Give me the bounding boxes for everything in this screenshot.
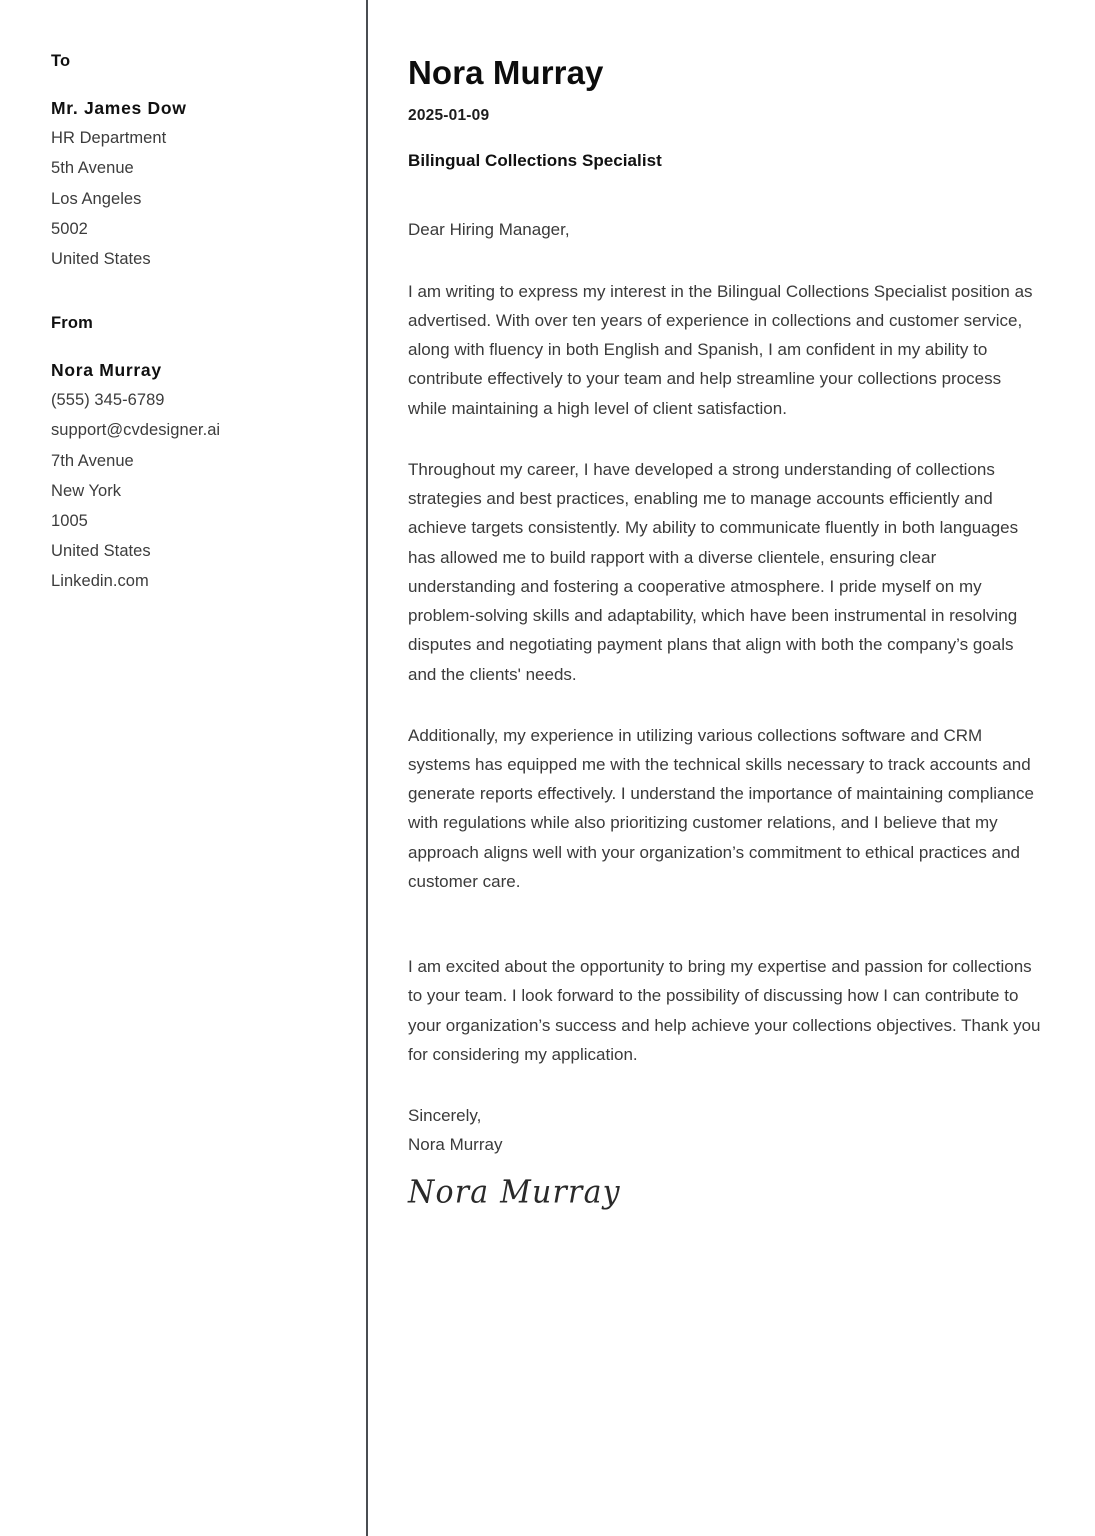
letter-date: 2025-01-09 — [408, 107, 490, 125]
letter-paragraph: Throughout my career, I have developed a strong understanding of collections strategies and best practices, enabling me to manage accounts efficiently and achieve targets consistently. My ability to communicate fluently in both languages has allowed me to build rapport with a diverse clientele, ensuring clear understanding and fostering a cooperative atmosphere. I pride myself on my problem-solving skills and adaptability, which have been instrumental in resolving disputes and negotiating payment plans that align with both the company’s goals and the clients' needs. — [408, 459, 1019, 684]
column-divider — [366, 0, 368, 1536]
address-sidebar — [0, 0, 366, 1536]
recipient-name: Mr. James Dow — [51, 97, 187, 118]
letter-salutation: Dear Hiring Manager, — [408, 219, 570, 239]
letter-heading-name: Nora Murray — [408, 54, 604, 91]
letter-closing — [408, 1101, 1041, 1159]
letter-paragraph: Additionally, my experience in utilizing various collections software and CRM systems has equipped me with the technical skills necessary to track accounts and generate reports effectively. I understand the importance of maintaining compliance with regulations while also prioritizing customer relations, and I believe that my approach aligns well with your organization’s commitment to ethical practices and customer care. — [408, 725, 1034, 891]
letter-job-title: Bilingual Collections Specialist — [408, 151, 662, 171]
recipient-line: Los Angeles — [51, 189, 142, 208]
sender-email: support@cvdesigner.ai — [51, 421, 221, 440]
recipient-block — [51, 52, 332, 274]
letter-paragraph: I am excited about the opportunity to bring my expertise and passion for collections to your team. I look forward to the possibility of discussing how I can contribute to your organization’s success and help achieve your collections objectives. Thank you for considering my application. — [408, 957, 1041, 1064]
sender-block — [51, 314, 332, 596]
recipient-line: HR Department — [51, 129, 167, 148]
sender-line: 1005 — [51, 512, 88, 531]
sender-name: Nora Murray — [51, 359, 162, 380]
closing-salutation: Sincerely, — [408, 1106, 482, 1126]
sender-phone: (555) 345-6789 — [51, 391, 165, 410]
recipient-line: 5002 — [51, 219, 88, 238]
sender-line: United States — [51, 542, 151, 561]
from-label: From — [51, 314, 94, 333]
sender-website: Linkedin.com — [51, 572, 149, 591]
closing-name: Nora Murray — [408, 1135, 503, 1155]
recipient-line: 5th Avenue — [51, 159, 134, 178]
to-label: To — [51, 52, 71, 70]
signature-script: Nora Murray — [408, 1173, 621, 1211]
sender-line: 7th Avenue — [51, 451, 134, 470]
sender-line: New York — [51, 481, 122, 500]
letter-body — [366, 0, 1095, 1536]
recipient-line: United States — [51, 249, 151, 268]
letter-paragraph: I am writing to express my interest in the Bilingual Collections Specialist position as advertised. With over ten years of experience in collections and customer service, along with fluency in both English and Spanish, I am confident in my ability to contribute effectively to your team and help streamline your collections process while maintaining a high level of client satisfaction. — [408, 281, 1033, 418]
